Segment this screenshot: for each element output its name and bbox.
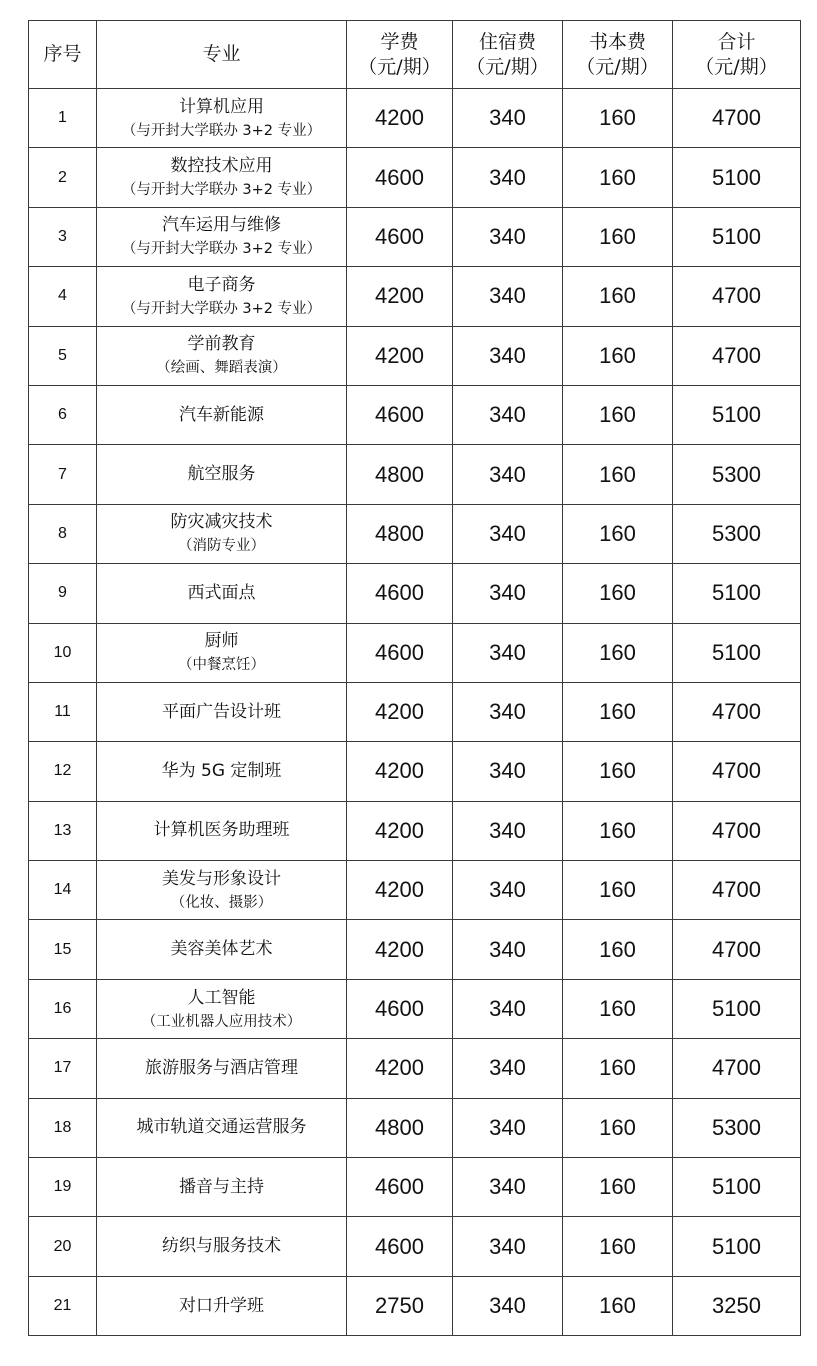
total-value: 5300	[673, 1098, 801, 1157]
dorm-fee-value: 340	[453, 920, 563, 979]
major-note: （化妆、摄影）	[170, 894, 273, 911]
table-row	[29, 326, 801, 385]
dorm-fee-value: 340	[453, 385, 563, 444]
dorm-fee-value: 340	[453, 979, 563, 1038]
dorm-fee-value: 340	[453, 267, 563, 326]
total-value: 5100	[673, 623, 801, 682]
major-cell	[97, 267, 347, 326]
header-major: 专业	[97, 21, 347, 89]
major-cell	[97, 623, 347, 682]
table-row	[29, 148, 801, 207]
major-cell	[97, 1039, 347, 1098]
table-row	[29, 564, 801, 623]
row-number: 9	[29, 564, 97, 623]
row-number: 11	[29, 682, 97, 741]
table-header-row	[29, 21, 801, 89]
row-number: 19	[29, 1158, 97, 1217]
major-name: 汽车新能源	[179, 404, 264, 425]
header-books-unit: （元/期）	[576, 55, 659, 78]
dorm-fee-value: 340	[453, 1098, 563, 1157]
total-value: 5100	[673, 385, 801, 444]
book-fee-value: 160	[563, 1158, 673, 1217]
total-value: 5300	[673, 445, 801, 504]
row-number: 3	[29, 207, 97, 266]
major-name: 对口升学班	[179, 1295, 264, 1316]
major-cell	[97, 1098, 347, 1157]
major-name: 防灾减灾技术	[170, 512, 273, 533]
table-row	[29, 89, 801, 148]
header-total-label: 合计	[717, 30, 756, 53]
row-number: 20	[29, 1217, 97, 1276]
tuition-value: 4600	[347, 564, 453, 623]
row-number: 14	[29, 861, 97, 920]
dorm-fee-value: 340	[453, 564, 563, 623]
major-cell	[97, 207, 347, 266]
tuition-value: 4200	[347, 1039, 453, 1098]
tuition-value: 4600	[347, 1158, 453, 1217]
total-value: 4700	[673, 326, 801, 385]
total-value: 4700	[673, 682, 801, 741]
book-fee-value: 160	[563, 445, 673, 504]
major-cell	[97, 920, 347, 979]
book-fee-value: 160	[563, 623, 673, 682]
dorm-fee-value: 340	[453, 148, 563, 207]
table-row	[29, 920, 801, 979]
total-value: 5100	[673, 979, 801, 1038]
major-name: 城市轨道交通运营服务	[136, 1117, 307, 1138]
major-note: （与开封大学联办 3+2 专业）	[121, 241, 322, 258]
table-row	[29, 801, 801, 860]
total-value: 5300	[673, 504, 801, 563]
total-value: 4700	[673, 1039, 801, 1098]
header-total-unit: （元/期）	[695, 55, 778, 78]
table-row	[29, 207, 801, 266]
book-fee-value: 160	[563, 1039, 673, 1098]
dorm-fee-value: 340	[453, 1158, 563, 1217]
major-note: （中餐烹饪）	[178, 657, 265, 674]
major-name: 旅游服务与酒店管理	[145, 1057, 298, 1078]
major-cell	[97, 445, 347, 504]
major-name: 电子商务	[187, 274, 256, 295]
fee-table	[28, 20, 801, 1336]
row-number: 18	[29, 1098, 97, 1157]
tuition-value: 4200	[347, 801, 453, 860]
major-name: 厨师	[204, 631, 239, 652]
tuition-value: 4600	[347, 148, 453, 207]
table-row	[29, 1098, 801, 1157]
row-number: 7	[29, 445, 97, 504]
header-books	[563, 21, 673, 89]
total-value: 4700	[673, 801, 801, 860]
tuition-value: 4600	[347, 623, 453, 682]
row-number: 2	[29, 148, 97, 207]
major-name: 西式面点	[187, 582, 256, 603]
dorm-fee-value: 340	[453, 623, 563, 682]
table-row	[29, 445, 801, 504]
tuition-value: 4200	[347, 682, 453, 741]
tuition-value: 4600	[347, 979, 453, 1038]
table-row	[29, 1276, 801, 1335]
table-row	[29, 1217, 801, 1276]
table-row	[29, 623, 801, 682]
row-number: 4	[29, 267, 97, 326]
book-fee-value: 160	[563, 1098, 673, 1157]
tuition-value: 4600	[347, 385, 453, 444]
dorm-fee-value: 340	[453, 1217, 563, 1276]
tuition-value: 4200	[347, 89, 453, 148]
dorm-fee-value: 340	[453, 445, 563, 504]
book-fee-value: 160	[563, 148, 673, 207]
major-name: 数控技术应用	[170, 156, 273, 177]
book-fee-value: 160	[563, 207, 673, 266]
table-row	[29, 504, 801, 563]
tuition-value: 4600	[347, 1217, 453, 1276]
tuition-value: 4200	[347, 326, 453, 385]
dorm-fee-value: 340	[453, 504, 563, 563]
row-number: 13	[29, 801, 97, 860]
book-fee-value: 160	[563, 682, 673, 741]
tuition-value: 4200	[347, 267, 453, 326]
row-number: 10	[29, 623, 97, 682]
total-value: 5100	[673, 207, 801, 266]
header-total	[673, 21, 801, 89]
major-note: （绘画、舞蹈表演）	[156, 360, 287, 377]
major-note: （消防专业）	[178, 538, 265, 555]
table-row	[29, 385, 801, 444]
row-number: 15	[29, 920, 97, 979]
major-name: 汽车运用与维修	[162, 215, 281, 236]
major-cell	[97, 1276, 347, 1335]
total-value: 5100	[673, 1217, 801, 1276]
header-no: 序号	[29, 21, 97, 89]
table-row	[29, 1158, 801, 1217]
major-cell	[97, 801, 347, 860]
book-fee-value: 160	[563, 1217, 673, 1276]
dorm-fee-value: 340	[453, 1276, 563, 1335]
major-cell	[97, 979, 347, 1038]
major-name: 播音与主持	[179, 1176, 264, 1197]
major-cell	[97, 564, 347, 623]
table-row	[29, 979, 801, 1038]
header-dorm-unit: （元/期）	[466, 55, 549, 78]
book-fee-value: 160	[563, 504, 673, 563]
row-number: 8	[29, 504, 97, 563]
major-note: （工业机器人应用技术）	[141, 1013, 302, 1030]
table-row	[29, 267, 801, 326]
major-cell	[97, 1158, 347, 1217]
header-tuition	[347, 21, 453, 89]
major-cell	[97, 504, 347, 563]
major-name: 人工智能	[187, 987, 256, 1008]
major-cell	[97, 148, 347, 207]
dorm-fee-value: 340	[453, 1039, 563, 1098]
major-name: 学前教育	[187, 334, 256, 355]
total-value: 4700	[673, 89, 801, 148]
row-number: 12	[29, 742, 97, 801]
tuition-value: 4200	[347, 861, 453, 920]
book-fee-value: 160	[563, 861, 673, 920]
book-fee-value: 160	[563, 326, 673, 385]
major-name: 美容美体艺术	[170, 939, 273, 960]
major-cell	[97, 861, 347, 920]
major-cell	[97, 326, 347, 385]
book-fee-value: 160	[563, 385, 673, 444]
book-fee-value: 160	[563, 89, 673, 148]
header-tuition-label: 学费	[380, 30, 419, 53]
major-cell	[97, 1217, 347, 1276]
header-dorm-label: 住宿费	[478, 30, 536, 53]
row-number: 1	[29, 89, 97, 148]
tuition-value: 4200	[347, 920, 453, 979]
dorm-fee-value: 340	[453, 207, 563, 266]
tuition-value: 4200	[347, 742, 453, 801]
table-row	[29, 1039, 801, 1098]
total-value: 4700	[673, 861, 801, 920]
tuition-value: 4600	[347, 207, 453, 266]
major-note: （与开封大学联办 3+2 专业）	[121, 300, 322, 317]
major-note: （与开封大学联办 3+2 专业）	[121, 182, 322, 199]
row-number: 16	[29, 979, 97, 1038]
major-name: 华为 5G 定制班	[161, 760, 282, 781]
header-dorm	[453, 21, 563, 89]
row-number: 5	[29, 326, 97, 385]
total-value: 4700	[673, 742, 801, 801]
major-cell	[97, 89, 347, 148]
major-name: 计算机医务助理班	[153, 820, 290, 841]
table-row	[29, 682, 801, 741]
table-row	[29, 861, 801, 920]
major-name: 航空服务	[187, 464, 256, 485]
table-row	[29, 742, 801, 801]
major-cell	[97, 385, 347, 444]
header-books-label: 书本费	[588, 30, 646, 53]
book-fee-value: 160	[563, 564, 673, 623]
total-value: 4700	[673, 920, 801, 979]
total-value: 3250	[673, 1276, 801, 1335]
row-number: 17	[29, 1039, 97, 1098]
tuition-value: 4800	[347, 504, 453, 563]
dorm-fee-value: 340	[453, 682, 563, 741]
dorm-fee-value: 340	[453, 326, 563, 385]
dorm-fee-value: 340	[453, 742, 563, 801]
dorm-fee-value: 340	[453, 89, 563, 148]
major-name: 纺织与服务技术	[162, 1236, 281, 1257]
book-fee-value: 160	[563, 979, 673, 1038]
major-cell	[97, 742, 347, 801]
book-fee-value: 160	[563, 801, 673, 860]
major-cell	[97, 682, 347, 741]
major-name: 计算机应用	[179, 96, 264, 117]
total-value: 4700	[673, 267, 801, 326]
major-name: 平面广告设计班	[162, 701, 281, 722]
book-fee-value: 160	[563, 1276, 673, 1335]
fee-table-container	[28, 20, 801, 1336]
total-value: 5100	[673, 148, 801, 207]
major-name: 美发与形象设计	[162, 868, 281, 889]
major-note: （与开封大学联办 3+2 专业）	[121, 122, 322, 139]
book-fee-value: 160	[563, 742, 673, 801]
dorm-fee-value: 340	[453, 861, 563, 920]
header-tuition-unit: （元/期）	[358, 55, 441, 78]
book-fee-value: 160	[563, 920, 673, 979]
total-value: 5100	[673, 1158, 801, 1217]
book-fee-value: 160	[563, 267, 673, 326]
tuition-value: 2750	[347, 1276, 453, 1335]
tuition-value: 4800	[347, 445, 453, 504]
total-value: 5100	[673, 564, 801, 623]
tuition-value: 4800	[347, 1098, 453, 1157]
row-number: 21	[29, 1276, 97, 1335]
dorm-fee-value: 340	[453, 801, 563, 860]
row-number: 6	[29, 385, 97, 444]
